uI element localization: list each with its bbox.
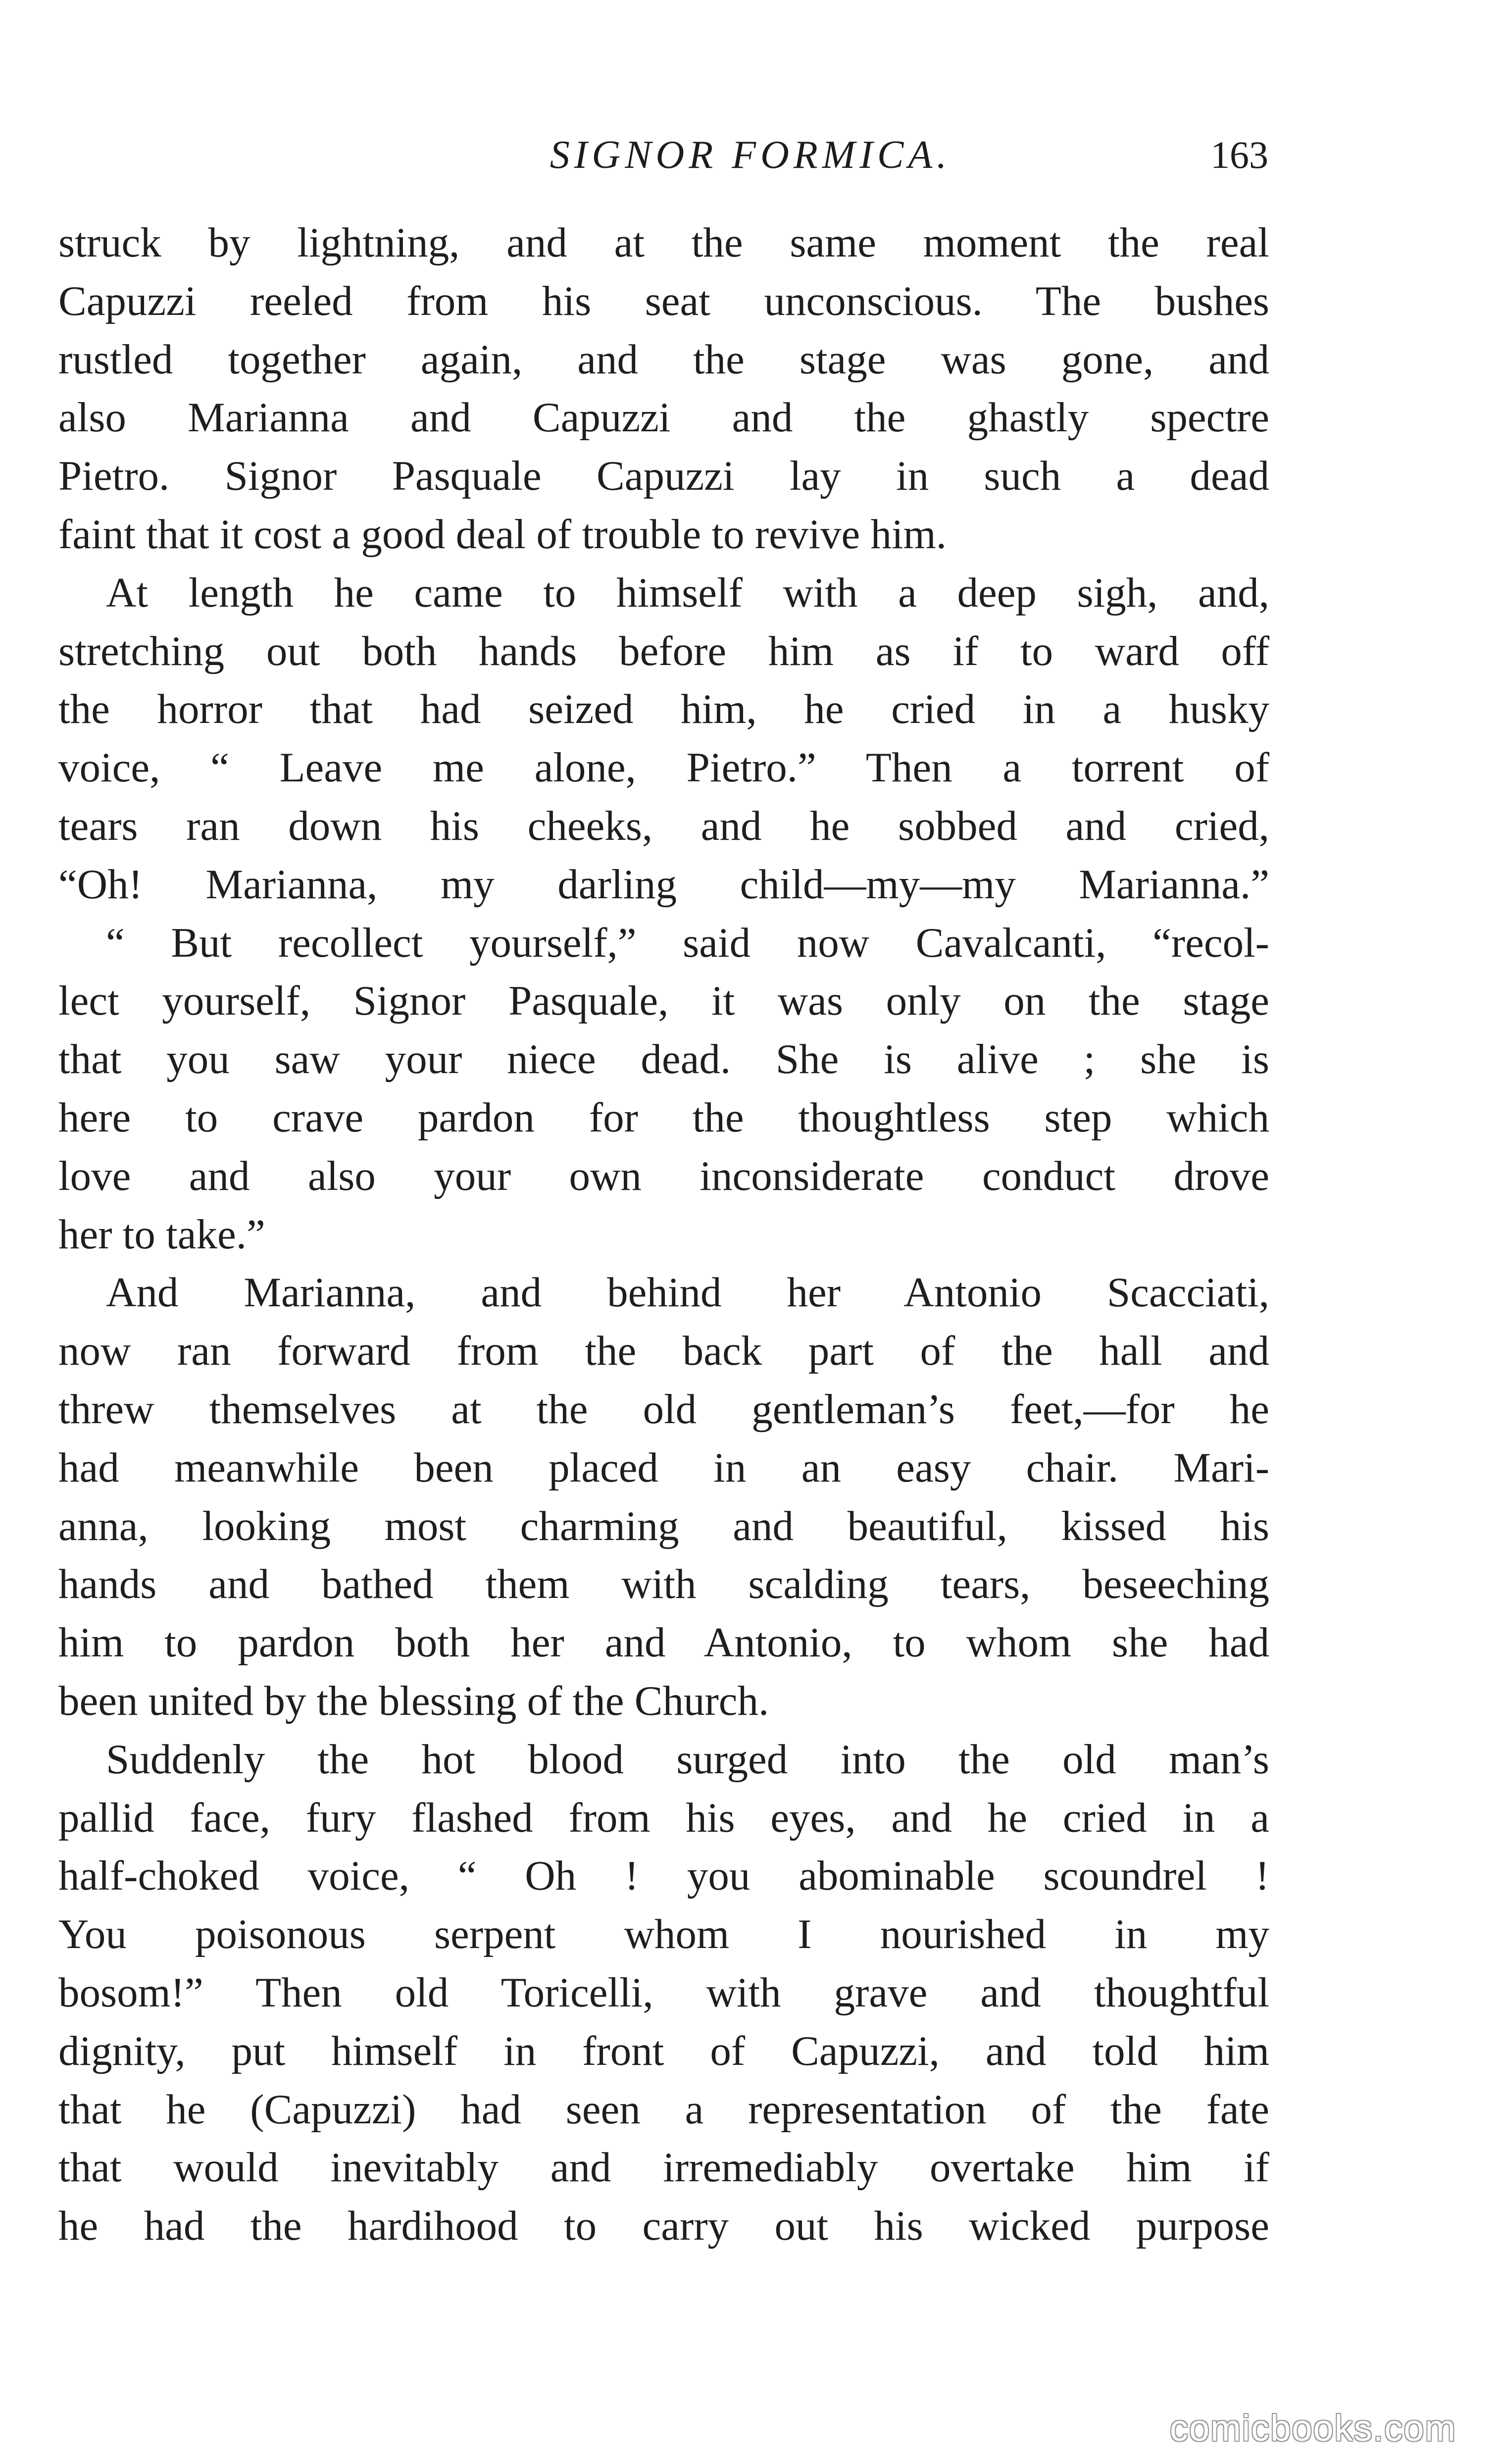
running-title: SIGNOR FORMICA. bbox=[550, 133, 951, 177]
text-line: now ran forward from the back part of the hall and bbox=[58, 1328, 1269, 1375]
paragraph bbox=[58, 564, 1269, 914]
paragraph bbox=[58, 214, 1269, 564]
text-line: struck by lightning, and at the same moment the real bbox=[58, 219, 1269, 266]
text-line: pallid face, fury flashed from his eyes, and he cried in a bbox=[58, 1794, 1269, 1841]
paragraph bbox=[58, 914, 1269, 1264]
text-line: been united by the blessing of the Church. bbox=[58, 1677, 769, 1724]
text-line: voice, “ Leave me alone, Pietro.” Then a torrent of bbox=[58, 744, 1269, 791]
text-line: rustled together again, and the stage was gone, and bbox=[58, 336, 1269, 383]
text-line: At length he came to himself with a deep sigh, and, bbox=[106, 569, 1269, 616]
page-number: 163 bbox=[1210, 133, 1268, 176]
text-line: threw themselves at the old gentleman’s feet,—for he bbox=[58, 1386, 1269, 1433]
text-line: that he (Capuzzi) had seen a representation of the fate bbox=[58, 2086, 1269, 2133]
watermark-text: comicbooks.com bbox=[1169, 2408, 1456, 2449]
text-line: dignity, put himself in front of Capuzzi, and told him bbox=[58, 2027, 1269, 2074]
text-line: love and also your own inconsiderate conduct drove bbox=[58, 1152, 1269, 1199]
text-line: had meanwhile been placed in an easy chair. Mari- bbox=[58, 1444, 1269, 1491]
body-text bbox=[58, 214, 1269, 2256]
text-line: also Marianna and Capuzzi and the ghastly spectre bbox=[58, 394, 1269, 441]
text-line: her to take.” bbox=[58, 1211, 265, 1258]
text-line: Pietro. Signor Pasquale Capuzzi lay in such a dead bbox=[58, 453, 1269, 500]
text-line: the horror that had seized him, he cried in a husky bbox=[58, 686, 1269, 733]
text-line: bosom!” Then old Toricelli, with grave and thoughtful bbox=[58, 1969, 1269, 2016]
text-line: “Oh! Marianna, my darling child—my—my Marianna.” bbox=[58, 861, 1269, 908]
text-line: he had the hardihood to carry out his wicked purpose bbox=[58, 2203, 1269, 2250]
text-line: that would inevitably and irremediably overtake him if bbox=[58, 2144, 1269, 2191]
text-line: that you saw your niece dead. She is alive ; she is bbox=[58, 1036, 1269, 1083]
text-line: here to crave pardon for the thoughtless step which bbox=[58, 1094, 1269, 1141]
text-line: half-choked voice, “ Oh ! you abominable scoundrel ! bbox=[58, 1852, 1269, 1899]
paragraph bbox=[58, 1264, 1269, 1730]
text-line: faint that it cost a good deal of trouble to revive him. bbox=[58, 511, 947, 558]
text-line: him to pardon both her and Antonio, to whom she had bbox=[58, 1619, 1269, 1666]
text-line: stretching out both hands before him as if to ward off bbox=[58, 627, 1269, 674]
text-line: “ But recollect yourself,” said now Cavalcanti, “recol- bbox=[106, 919, 1269, 966]
running-head bbox=[0, 128, 1501, 182]
text-line: lect yourself, Signor Pasquale, it was only on the stage bbox=[58, 977, 1269, 1025]
text-line: anna, looking most charming and beautiful, kissed his bbox=[58, 1502, 1269, 1549]
text-line: hands and bathed them with scalding tears, beseeching bbox=[58, 1561, 1269, 1608]
text-line: Suddenly the hot blood surged into the old man’s bbox=[106, 1736, 1269, 1783]
text-line: And Marianna, and behind her Antonio Scacciati, bbox=[106, 1269, 1269, 1316]
paragraph bbox=[58, 1731, 1269, 2256]
text-line: Capuzzi reeled from his seat unconscious. The bushes bbox=[58, 277, 1269, 324]
text-line: tears ran down his cheeks, and he sobbed and cried, bbox=[58, 802, 1269, 849]
text-line: You poisonous serpent whom I nourished in my bbox=[58, 1911, 1269, 1958]
